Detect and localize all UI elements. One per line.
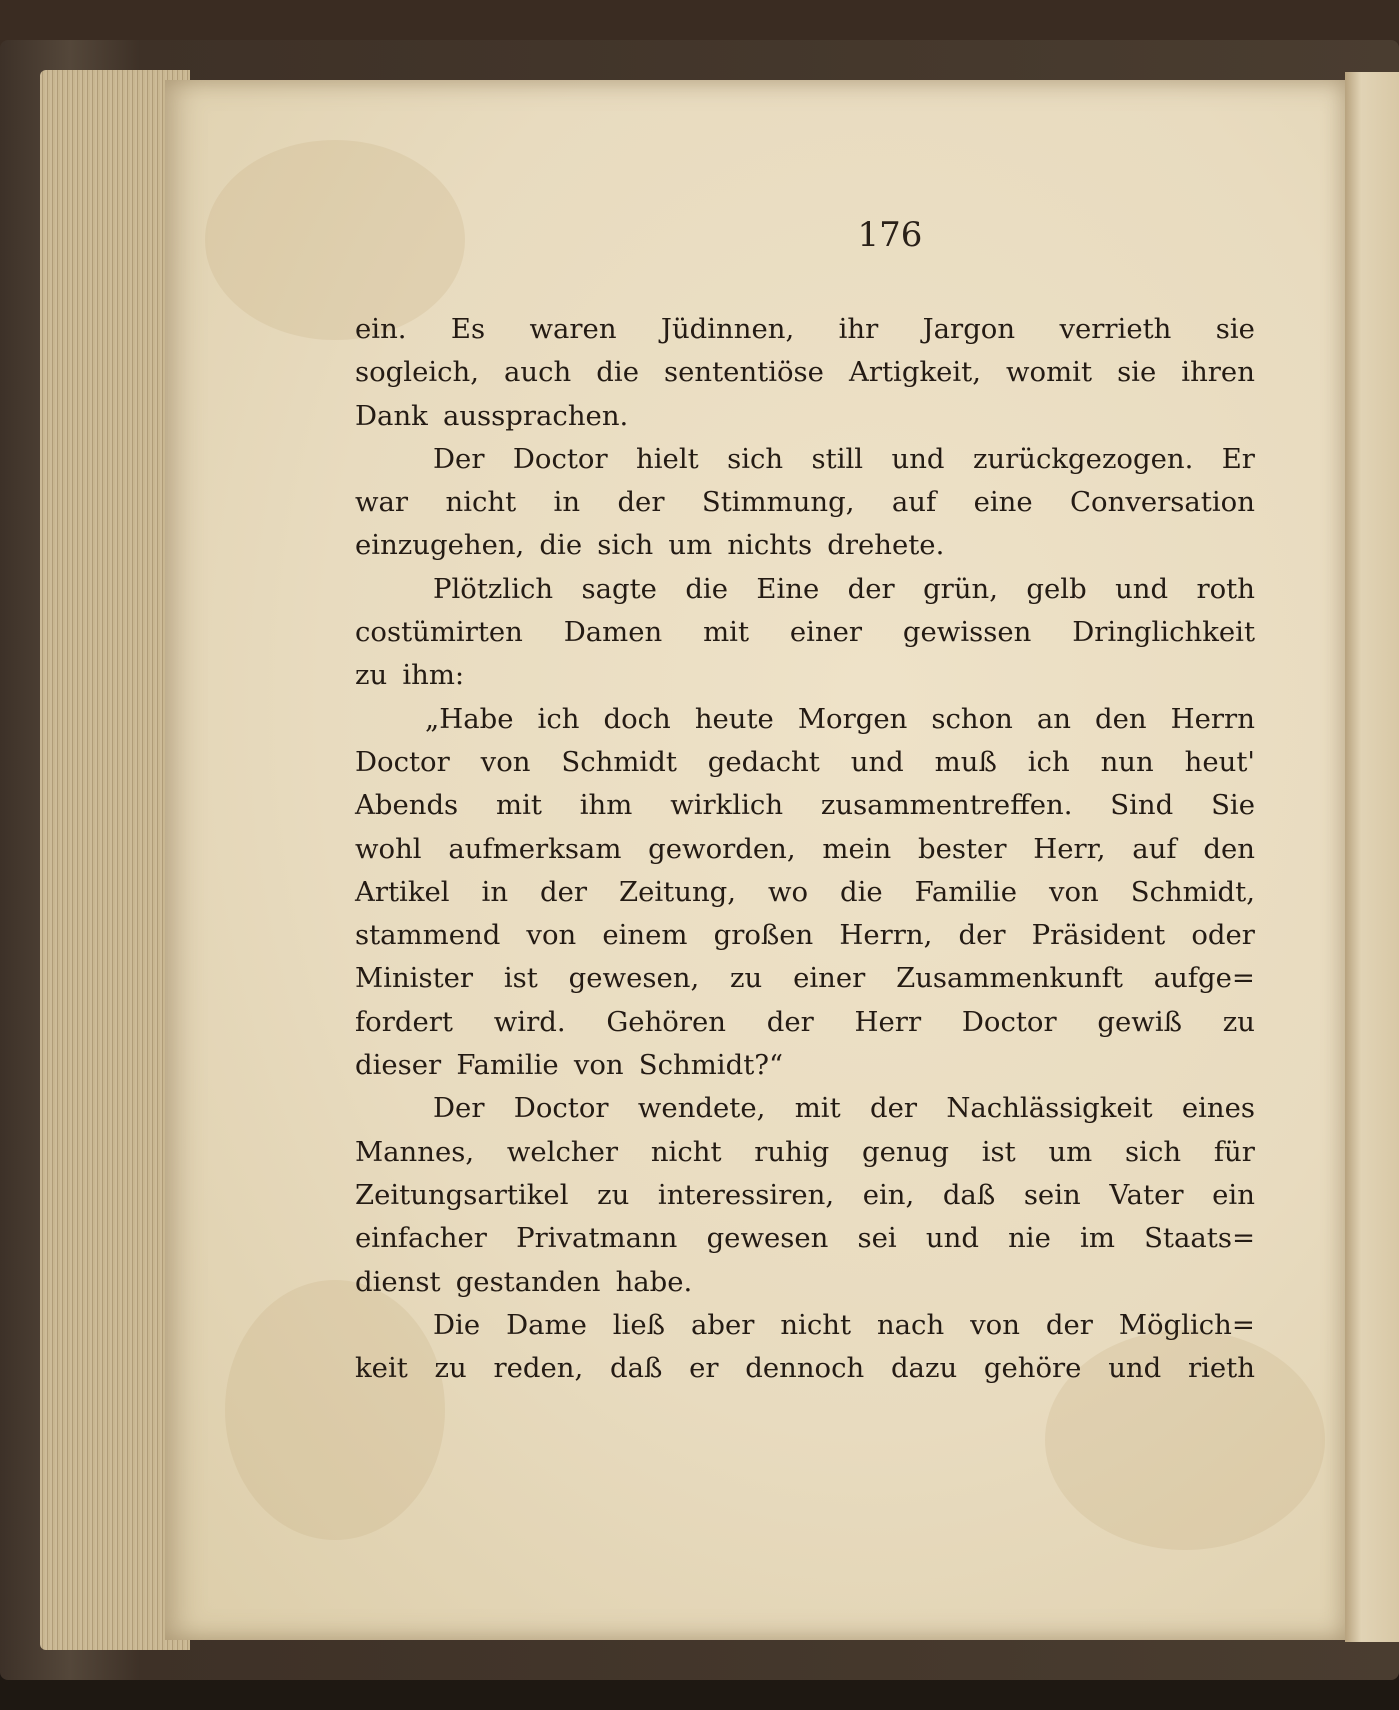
word: der bbox=[847, 572, 895, 605]
word: ihr bbox=[838, 313, 879, 345]
word: „Habe bbox=[425, 702, 514, 735]
word: habe. bbox=[615, 1265, 693, 1298]
word: von bbox=[526, 919, 577, 952]
word: gewissen bbox=[902, 616, 1032, 649]
word: Nachlässigkeit bbox=[946, 1092, 1153, 1125]
text-line bbox=[355, 1044, 1255, 1087]
word: Möglich= bbox=[1118, 1308, 1255, 1341]
word: eine bbox=[973, 486, 1033, 519]
word: an bbox=[1036, 702, 1071, 735]
text-line bbox=[355, 1087, 1255, 1130]
word: Privatmann bbox=[516, 1222, 678, 1255]
word: Der bbox=[433, 442, 485, 475]
word: Er bbox=[1221, 442, 1255, 475]
word: Morgen bbox=[797, 702, 908, 735]
word: Herr bbox=[854, 1005, 922, 1038]
word: sich bbox=[1125, 1135, 1182, 1168]
word: in bbox=[553, 486, 581, 519]
word: ihm bbox=[579, 789, 633, 822]
word: heute bbox=[694, 702, 774, 735]
word: und bbox=[1108, 1352, 1162, 1385]
text-line bbox=[355, 828, 1255, 871]
word: Eine bbox=[756, 572, 820, 605]
word: nach bbox=[876, 1308, 945, 1341]
word: daß bbox=[942, 1178, 996, 1211]
word: zu bbox=[597, 1178, 630, 1211]
word: Conversation bbox=[1070, 486, 1255, 519]
word: ließ bbox=[612, 1308, 666, 1341]
word: ich bbox=[537, 702, 580, 735]
word: Der bbox=[433, 1092, 485, 1125]
word: gewesen bbox=[706, 1222, 829, 1255]
word: ist bbox=[503, 962, 538, 995]
text-line bbox=[355, 914, 1255, 957]
word: Schmidt?“ bbox=[638, 1049, 784, 1082]
word: den bbox=[1203, 832, 1255, 865]
word: Zeitungsartikel bbox=[355, 1178, 569, 1211]
text-line bbox=[355, 481, 1255, 524]
word: einer bbox=[789, 616, 863, 649]
word: Schmidt, bbox=[1130, 875, 1255, 908]
word: Sind bbox=[1110, 789, 1174, 822]
word: Mannes, bbox=[355, 1135, 475, 1168]
word: Schmidt bbox=[561, 745, 677, 778]
word: zu bbox=[355, 659, 388, 692]
word: Doctor bbox=[512, 442, 608, 475]
word: Zusammenkunft bbox=[896, 962, 1123, 995]
word: schon bbox=[931, 702, 1013, 735]
word: der bbox=[617, 486, 665, 519]
word: doch bbox=[603, 702, 671, 735]
word: Doctor bbox=[355, 745, 450, 778]
word: von bbox=[970, 1308, 1020, 1341]
word: sagte bbox=[581, 572, 657, 605]
word: ist bbox=[981, 1135, 1016, 1168]
word: mit bbox=[703, 616, 750, 649]
word: für bbox=[1213, 1135, 1255, 1168]
word: von bbox=[573, 1049, 624, 1082]
word: grün, bbox=[923, 572, 998, 605]
word: dazu bbox=[890, 1352, 958, 1385]
word: Familie bbox=[456, 1049, 559, 1082]
text-line bbox=[355, 698, 1255, 741]
word: nicht bbox=[650, 1135, 722, 1168]
word: und bbox=[1115, 572, 1169, 605]
word: sich bbox=[597, 529, 654, 562]
word: Stimmung, bbox=[701, 486, 855, 519]
word: drehete. bbox=[827, 529, 945, 562]
word: Doctor bbox=[513, 1092, 609, 1125]
word: der bbox=[766, 1005, 814, 1038]
word: Dank bbox=[355, 399, 428, 432]
word: Herr, bbox=[1033, 832, 1106, 865]
text-line bbox=[355, 524, 1255, 567]
word: um bbox=[1048, 1135, 1093, 1168]
word: einer bbox=[793, 962, 866, 995]
word: aber bbox=[690, 1308, 755, 1341]
word: nie bbox=[1008, 1222, 1051, 1255]
word: nun bbox=[1100, 745, 1154, 778]
word: sie bbox=[1215, 313, 1255, 345]
word: hielt bbox=[636, 442, 699, 475]
word: Staats= bbox=[1144, 1222, 1255, 1255]
text-line bbox=[355, 1217, 1255, 1260]
word: der bbox=[540, 875, 588, 908]
word: stammend bbox=[355, 919, 501, 952]
word: fordert bbox=[355, 1005, 453, 1038]
word: wird. bbox=[493, 1005, 566, 1038]
word: auch bbox=[504, 356, 572, 389]
word: Herrn bbox=[1170, 702, 1255, 735]
page-number: 176 bbox=[857, 215, 923, 255]
word: die bbox=[596, 356, 639, 389]
word: Gehören bbox=[606, 1005, 726, 1038]
word: welcher bbox=[506, 1135, 619, 1168]
word: gedacht bbox=[707, 745, 820, 778]
word: Vater bbox=[1109, 1178, 1184, 1211]
word: ihm: bbox=[402, 659, 465, 692]
text-line bbox=[355, 1347, 1255, 1390]
book-page bbox=[165, 80, 1345, 1640]
word: er bbox=[689, 1352, 719, 1385]
word: roth bbox=[1196, 572, 1255, 605]
word: eines bbox=[1181, 1092, 1255, 1125]
word: Minister bbox=[355, 962, 474, 995]
word: dienst bbox=[355, 1265, 441, 1298]
word: Jargon bbox=[922, 313, 1016, 345]
word: aufge= bbox=[1153, 962, 1255, 995]
word: Dame bbox=[506, 1308, 587, 1341]
text-line bbox=[355, 1131, 1255, 1174]
word: einfacher bbox=[355, 1222, 487, 1255]
word: wo bbox=[767, 875, 809, 908]
word: gewiß bbox=[1097, 1005, 1182, 1038]
text-line bbox=[355, 741, 1255, 784]
word: zurückgezogen. bbox=[972, 442, 1194, 475]
word: wohl bbox=[355, 832, 422, 865]
text-line bbox=[355, 957, 1255, 1000]
word: nicht bbox=[780, 1308, 851, 1341]
word: mit bbox=[496, 789, 542, 822]
word: wirklich bbox=[670, 789, 784, 822]
word: einzugehen, bbox=[355, 529, 525, 562]
word: sein bbox=[1023, 1178, 1081, 1211]
word: gestanden bbox=[455, 1265, 601, 1298]
word: waren bbox=[529, 313, 617, 345]
text-line bbox=[355, 1001, 1255, 1044]
word: Artikel bbox=[355, 875, 450, 908]
word: rieth bbox=[1187, 1352, 1255, 1385]
text-line bbox=[355, 308, 1255, 351]
word: in bbox=[481, 875, 509, 908]
word: reden, bbox=[493, 1352, 584, 1385]
word: mit bbox=[794, 1092, 841, 1125]
text-line bbox=[355, 568, 1255, 611]
word: bester bbox=[918, 832, 1007, 865]
word: still bbox=[811, 442, 864, 475]
text-line bbox=[355, 1261, 1255, 1304]
word: interessiren, bbox=[657, 1178, 835, 1211]
word: und bbox=[925, 1222, 979, 1255]
word: Sie bbox=[1211, 789, 1255, 822]
word: die bbox=[685, 572, 729, 605]
word: Es bbox=[450, 313, 486, 345]
body-text bbox=[355, 308, 1255, 1390]
word: Artigkeit, bbox=[848, 356, 981, 389]
word: sogleich, bbox=[355, 356, 479, 389]
word: der bbox=[1045, 1308, 1093, 1341]
word: costümirten bbox=[355, 616, 523, 649]
word: gewesen, bbox=[568, 962, 700, 995]
word: und bbox=[850, 745, 904, 778]
word: Herrn, bbox=[839, 919, 933, 952]
text-line bbox=[355, 351, 1255, 394]
text-line bbox=[355, 611, 1255, 654]
word: zu bbox=[730, 962, 763, 995]
word: großen bbox=[713, 919, 814, 952]
word: sei bbox=[857, 1222, 897, 1255]
word: ich bbox=[1027, 745, 1070, 778]
word: ein bbox=[1212, 1178, 1255, 1211]
word: Jüdinnen, bbox=[660, 313, 795, 345]
word: verrieth bbox=[1059, 313, 1172, 345]
word: Damen bbox=[563, 616, 663, 649]
word: von bbox=[480, 745, 531, 778]
word: Abends bbox=[355, 789, 459, 822]
word: zusammentreffen. bbox=[820, 789, 1073, 822]
text-line bbox=[355, 395, 1255, 438]
word: auf bbox=[1132, 832, 1177, 865]
word: Die bbox=[433, 1308, 481, 1341]
text-line bbox=[355, 784, 1255, 827]
word: dennoch bbox=[745, 1352, 865, 1385]
word: ein, bbox=[862, 1178, 915, 1211]
word: geworden, bbox=[648, 832, 796, 865]
word: im bbox=[1080, 1222, 1115, 1255]
word: genug bbox=[862, 1135, 949, 1168]
word: nicht bbox=[445, 486, 517, 519]
text-line bbox=[355, 438, 1255, 481]
word: muß bbox=[934, 745, 997, 778]
word: Zeitung, bbox=[619, 875, 736, 908]
word: mein bbox=[822, 832, 892, 865]
word: wendete, bbox=[637, 1092, 766, 1125]
word: sie bbox=[1117, 356, 1157, 389]
word: Plötzlich bbox=[433, 572, 554, 605]
word: den bbox=[1095, 702, 1147, 735]
word: Doctor bbox=[961, 1005, 1057, 1038]
word: nichts bbox=[727, 529, 813, 562]
word: keit bbox=[355, 1352, 408, 1385]
word: daß bbox=[609, 1352, 663, 1385]
word: der bbox=[869, 1092, 917, 1125]
text-line bbox=[355, 871, 1255, 914]
text-line bbox=[355, 1174, 1255, 1217]
word: Familie bbox=[914, 875, 1018, 908]
text-line bbox=[355, 1304, 1255, 1347]
word: einem bbox=[602, 919, 688, 952]
word: Dringlichkeit bbox=[1072, 616, 1255, 649]
word: heut' bbox=[1184, 745, 1255, 778]
word: ihren bbox=[1181, 356, 1255, 389]
word: zu bbox=[1222, 1005, 1255, 1038]
word: gehöre bbox=[983, 1352, 1082, 1385]
word: ruhig bbox=[754, 1135, 830, 1168]
word: womit bbox=[1006, 356, 1093, 389]
word: war bbox=[355, 486, 409, 519]
word: ein. bbox=[355, 313, 407, 345]
word: die bbox=[539, 529, 583, 562]
word: dieser bbox=[355, 1049, 442, 1082]
word: zu bbox=[434, 1352, 467, 1385]
word: die bbox=[840, 875, 883, 908]
word: sich bbox=[727, 442, 784, 475]
word: gelb bbox=[1026, 572, 1087, 605]
facing-page-edge bbox=[1345, 72, 1399, 1642]
word: oder bbox=[1191, 919, 1255, 952]
word: aufmerksam bbox=[448, 832, 622, 865]
word: um bbox=[668, 529, 713, 562]
word: auf bbox=[891, 486, 937, 519]
text-line bbox=[355, 654, 1255, 697]
word: von bbox=[1048, 875, 1099, 908]
word: sententiöse bbox=[664, 356, 824, 389]
word: Präsident bbox=[1031, 919, 1166, 952]
word: und bbox=[891, 442, 945, 475]
word: der bbox=[958, 919, 1006, 952]
word: aussprachen. bbox=[442, 399, 629, 432]
